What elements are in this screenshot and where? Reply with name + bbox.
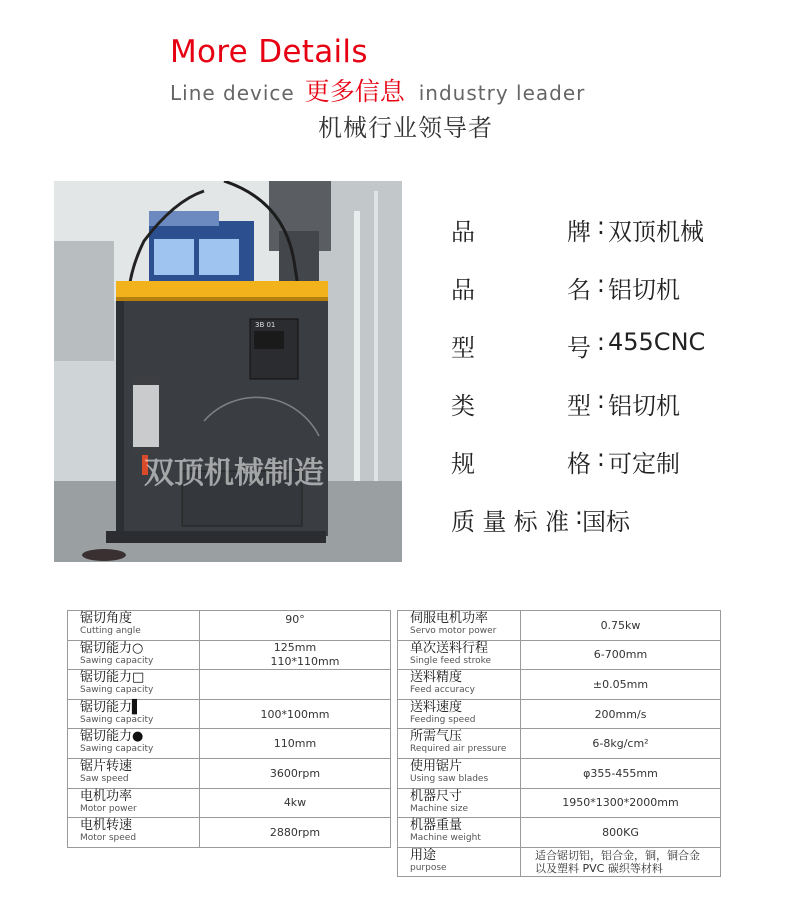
machine-illustration	[54, 181, 402, 562]
tagline-center: 更多信息	[304, 77, 405, 106]
details-subtitle: 机械行业领导者	[318, 114, 493, 142]
photo-watermark: 双顶机械制造	[144, 456, 324, 491]
spec-value-standard: 国标	[582, 508, 630, 536]
spec-row-model	[451, 323, 781, 381]
spec-row-name	[451, 265, 781, 323]
spec-row-brand	[451, 207, 781, 265]
table-row: 锯片转速 Saw speed 3600rpm	[68, 758, 391, 788]
table-row: 用途 purpose 适合锯切铝，铝合金，铜，铜合金 以及塑料 PVC 碳织等材料	[398, 847, 721, 877]
spec-value-name: 铝切机	[608, 276, 680, 304]
spec-row-standard	[451, 497, 781, 555]
table-row: 锯切角度 Cutting angle 90°	[68, 611, 391, 641]
details-tagline	[170, 72, 586, 106]
table-row: 锯切能力○ Sawing capacity 125mm 110*110mm	[68, 640, 391, 670]
spec-list	[451, 207, 781, 555]
product-photo	[54, 181, 402, 562]
table-row: 机器尺寸 Machine size 1950*1300*2000mm	[398, 788, 721, 818]
spec-value-spec: 可定制	[608, 450, 680, 478]
spec-row-type	[451, 381, 781, 439]
table-row: 单次送料行程 Single feed stroke 6-700mm	[398, 640, 721, 670]
table-row: 锯切能力● Sawing capacity 110mm	[68, 729, 391, 759]
details-title: More Details	[170, 34, 368, 70]
table-row: 所需气压 Required air pressure 6-8kg/cm²	[398, 729, 721, 759]
table-row: 伺服电机功率 Servo motor power 0.75kw	[398, 611, 721, 641]
table-row: 电机转速 Motor speed 2880rpm	[68, 818, 391, 848]
spec-table-right	[397, 610, 721, 877]
spec-value-brand: 双顶机械	[608, 218, 704, 246]
spec-key: 类 型 :	[451, 386, 605, 420]
table-row: 电机功率 Motor power 4kw	[68, 788, 391, 818]
spec-key: 规 格 :	[451, 444, 605, 478]
table-row: 锯切能力▌ Sawing capacity 100*100mm	[68, 699, 391, 729]
spec-table-left	[67, 610, 391, 848]
tagline-left: Line device	[170, 81, 295, 105]
spec-key: 品 名 :	[451, 270, 605, 304]
spec-row-spec	[451, 439, 781, 497]
spec-key: 品 牌 :	[451, 212, 605, 246]
spec-key: 质 量 标 准 :	[451, 502, 583, 536]
tagline-right: industry leader	[418, 81, 586, 105]
spec-value-type: 铝切机	[608, 392, 680, 420]
table-row: 锯切能力□ Sawing capacity	[68, 670, 391, 700]
spec-key: 型 号 :	[451, 328, 605, 362]
table-row: 送料精度 Feed accuracy ±0.05mm	[398, 670, 721, 700]
table-row: 机器重量 Machine weight 800KG	[398, 818, 721, 848]
machine-tag: 3B 01	[255, 321, 276, 329]
table-row: 送料速度 Feeding speed 200mm/s	[398, 699, 721, 729]
table-row: 使用锯片 Using saw blades φ355-455mm	[398, 758, 721, 788]
spec-value-model: 455CNC	[608, 328, 706, 356]
